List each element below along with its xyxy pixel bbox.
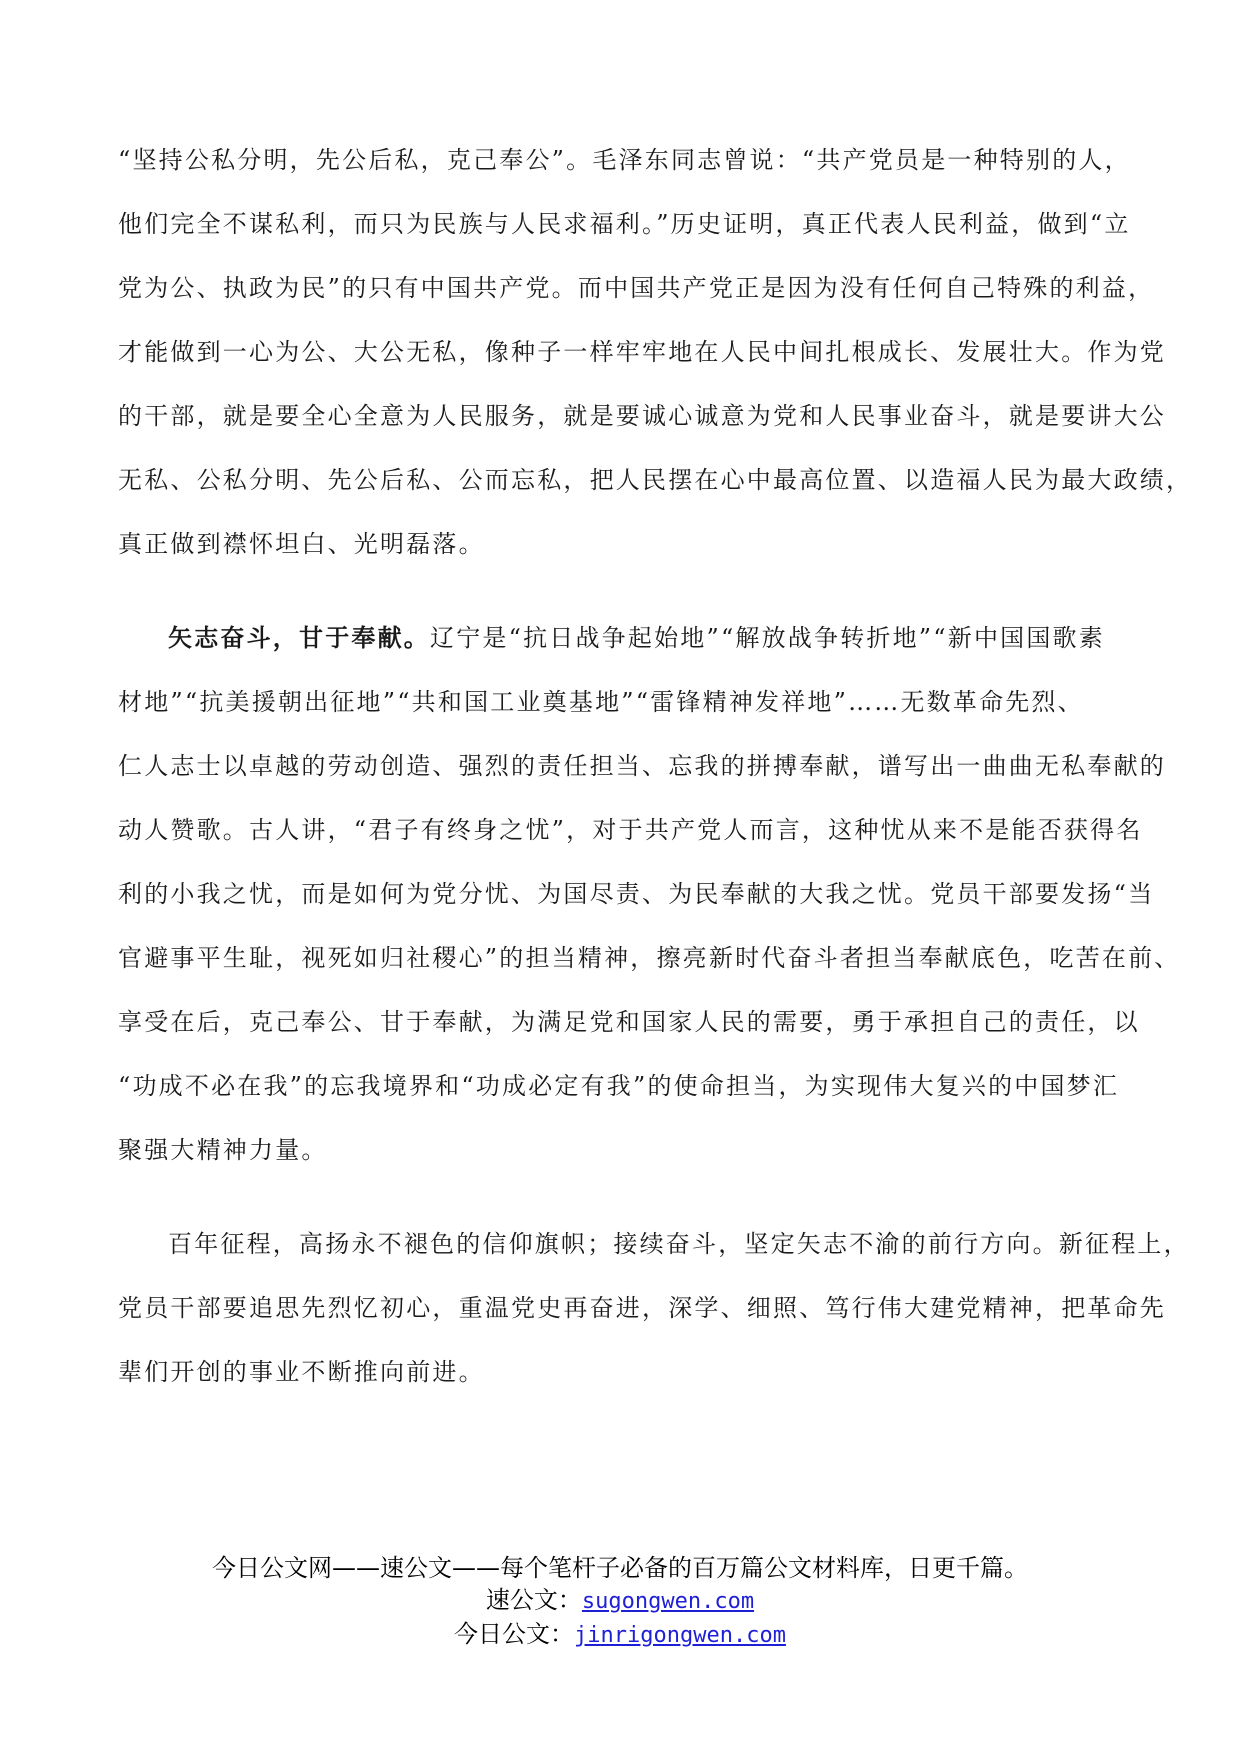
paragraph-lead-rest: 辽宁是“抗日战争起始地”“解放战争转折地”“新中国国歌素 xyxy=(430,624,1105,652)
text-line: 的干部，就是要全心全意为人民服务，就是要诚心诚意为党和人民事业奋斗，就是要讲大公 xyxy=(118,402,1166,430)
text-line: 聚强大精神力量。 xyxy=(118,1136,328,1164)
text-line: 真正做到襟怀坦白、光明磊落。 xyxy=(118,530,485,558)
text-line: 他们完全不谋私利，而只为民族与人民求福利。”历史证明，真正代表人民利益，做到“立 xyxy=(118,210,1131,238)
text-line: 辈们开创的事业不断推向前进。 xyxy=(118,1358,485,1386)
document-body xyxy=(118,144,1193,1420)
paragraph-lead-heading: 矢志奋斗，甘于奉献。 xyxy=(168,623,430,652)
text-line: 党员干部要追思先烈忆初心，重温党史再奋进，深学、细照、笃行伟大建党精神，把革命先 xyxy=(118,1294,1166,1322)
jinrigongwen-link[interactable]: jinrigongwen.com xyxy=(574,1623,786,1648)
footer-jinri-label: 今日公文： xyxy=(454,1620,575,1648)
text-line: 才能做到一心为公、大公无私，像种子一样牢牢地在人民中间扎根成长、发展壮大。作为党 xyxy=(118,338,1166,366)
paragraph-spacer xyxy=(118,592,1138,622)
text-line: “功成不必在我”的忘我境界和“功成必定有我”的使命担当，为实现伟大复兴的中国梦汇 xyxy=(118,1072,1120,1100)
footer-jinri-line xyxy=(0,1618,1240,1652)
footer-sugongwen-label: 速公文： xyxy=(485,1586,582,1614)
text-line-first: 百年征程，高扬永不褪色的信仰旗帜；接续奋斗，坚定矢志不渝的前行方向。新征程上， xyxy=(168,1230,1190,1258)
text-line: 材地”“抗美援朝出征地”“共和国工业奠基地”“雷锋精神发祥地”……无数革命先烈、 xyxy=(118,688,1084,716)
text-line: 享受在后，克己奉公、甘于奉献，为满足党和国家人民的需要，勇于承担自己的责任，以 xyxy=(118,1008,1140,1036)
text-line: 动人赞歌。古人讲，“君子有终身之忧”，对于共产党人而言，这种忧从来不是能否获得名 xyxy=(118,816,1143,844)
footer-tagline: 今日公文网——速公文——每个笔杆子必备的百万篇公文材料库，日更千篇。 xyxy=(212,1554,1028,1582)
text-line: 官避事平生耻，视死如归社稷心”的担当精神，擦亮新时代奋斗者担当奉献底色，吃苦在前、 xyxy=(118,944,1181,972)
footer-promo xyxy=(0,1552,1240,1652)
text-line-first xyxy=(118,622,1138,686)
text-line: 无私、公私分明、先公后私、公而忘私，把人民摆在心中最高位置、以造福人民为最大政绩， xyxy=(118,466,1193,494)
sugongwen-link[interactable]: sugongwen.com xyxy=(581,1589,755,1614)
paragraph-2 xyxy=(118,622,1181,1198)
text-line: 仁人志士以卓越的劳动创造、强烈的责任担当、忘我的拼搏奉献，谱写出一曲曲无私奉献的 xyxy=(118,752,1166,780)
paragraph-1 xyxy=(118,144,1193,592)
text-line: 党为公、执政为民”的只有中国共产党。而中国共产党正是因为没有任何自己特殊的利益， xyxy=(118,274,1155,302)
text-line: “坚持公私分明，先公后私，克己奉公”。毛泽东同志曾说：“共产党员是一种特别的人， xyxy=(118,146,1131,174)
text-line: 利的小我之忧，而是如何为党分忧、为国尽责、为民奉献的大我之忧。党员干部要发扬“当 xyxy=(118,880,1155,908)
paragraph-3 xyxy=(118,1228,1190,1420)
paragraph-spacer xyxy=(118,1198,1138,1228)
footer-sugongwen-line xyxy=(0,1584,1240,1618)
